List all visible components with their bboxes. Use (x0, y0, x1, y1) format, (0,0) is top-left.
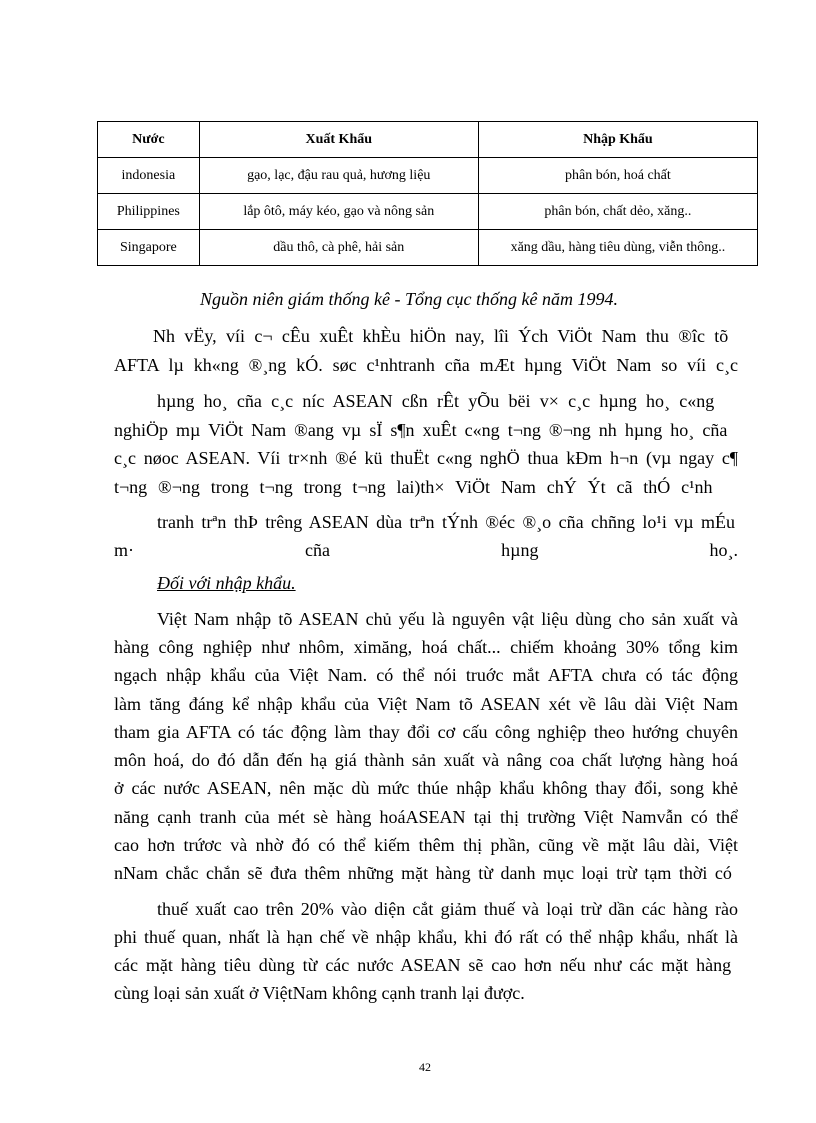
paragraph-line: phi thuế quan, nhất là hạn chế về nhập khẩu, khi đó rất có thể nhập khẩu, nhất là (114, 927, 738, 947)
word: ho¸. (709, 540, 738, 560)
paragraph-line: thuế xuất cao trên 20% vào diện cắt giảm thuế và loại trừ dần các hàng rào (157, 899, 738, 919)
paragraph-line: làm tăng đáng kể nhập khẩu của Việt Nam tõ ASEAN xét về lâu dài Việt Nam (114, 694, 738, 714)
source-note: Nguồn niên giám thống kê - Tổng cục thống kê năm 1994. (200, 289, 618, 309)
table-header-cell: Xuất Khẩu (199, 122, 478, 158)
paragraph-line: Việt Nam nhập tõ ASEAN chủ yếu là nguyên vật liệu dùng cho sản xuất và (157, 609, 738, 629)
page-number: 42 (419, 1060, 431, 1074)
table-cell: Philippines (98, 194, 200, 230)
paragraph-line: tham gia AFTA có tác động làm thay đổi cơ cấu công nghiệp theo hướng chuyên (114, 722, 738, 742)
paragraph-line: cao hơn trứơc và nhờ đó có thể kiếm thêm thị phần, cũng về mặt lâu dài, Việt (114, 835, 738, 855)
paragraph-line: Nh vËy, víi c¬ cÊu xuÊt khÈu hiÖn nay, lîi Ých ViÖt Nam thu ®îc tõ (153, 326, 729, 346)
table-cell: xăng dầu, hàng tiêu dùng, viễn thông.. (478, 230, 757, 266)
paragraph-line: hàng công nghiệp như nhôm, ximăng, hoá chất... chiếm khoảng 30% tổng kim (114, 637, 738, 657)
section-heading: Đối với nhập khẩu. (157, 573, 296, 593)
paragraph-last-line (114, 540, 738, 561)
paragraph-line: các mặt hàng tiêu dùng từ các nước ASEAN sẽ cao hơn nếu như các mặt hàng (114, 955, 732, 975)
table-cell: lắp ôtô, máy kéo, gạo và nông sản (199, 194, 478, 230)
table-cell: phân bón, chất dẻo, xăng.. (478, 194, 757, 230)
table-row (98, 230, 758, 266)
paragraph-line: hµng ho¸ cña c¸c níc ASEAN cßn rÊt yÕu bëi v× c¸c hµng ho¸ c«ng (157, 391, 715, 411)
trade-table (97, 121, 758, 266)
paragraph-line: môn hoá, do đó dẫn đến hạ giá thành sản xuất và nâng coa chất lượng hàng hoá (114, 750, 738, 770)
word: m· (114, 540, 134, 560)
table-cell: dầu thô, cà phê, hải sản (199, 230, 478, 266)
table-header-cell: Nhập Khẩu (478, 122, 757, 158)
paragraph-line: nNam chắc chắn sẽ đưa thêm những mặt hàng từ danh mục loại trừ tạm thời có (114, 863, 732, 883)
paragraph-line: ngạch nhập khẩu của Việt Nam. có thể nói truớc mắt AFTA chưa có tác động (114, 665, 738, 685)
table-row (98, 194, 758, 230)
table-cell: gạo, lạc, đậu rau quả, hương liệu (199, 158, 478, 194)
table-header-cell: Nước (98, 122, 200, 158)
paragraph-line: c¸c nøoc ASEAN. Víi tr×nh ®é kü thuËt c«ng nghÖ thua kÐm h¬n (vµ ngay c¶ (114, 448, 738, 468)
table-cell: phân bón, hoá chất (478, 158, 757, 194)
table-row (98, 158, 758, 194)
table-cell: indonesia (98, 158, 200, 194)
table-header-row (98, 122, 758, 158)
paragraph-line: năng cạnh tranh của mét sè hàng hoáASEAN tại thị trường Việt Namvẫn có thể (114, 807, 738, 827)
paragraph-line: t¬ng ®¬ng trong t¬ng trong t¬ng lai)th× ViÖt Nam chÝ Ýt cã thÓ c¹nh (114, 477, 713, 497)
paragraph-line: ở các nước ASEAN, nên mặc dù mức thúe nhập khẩu không thay đổi, song khẻ (114, 778, 738, 798)
word: hµng (501, 540, 539, 560)
table-cell: Singapore (98, 230, 200, 266)
paragraph-line: nghiÖp mµ ViÖt Nam ®ang vµ sÏ s¶n xuÊt c«ng t¬ng ®¬ng nh hµng ho¸ cña (114, 420, 728, 440)
paragraph-line: tranh trªn thÞ trêng ASEAN dùa trªn tÝnh ®éc ®¸o cña chñng lo¹i vµ mÉu (157, 512, 736, 532)
paragraph-line: AFTA lµ kh«ng ®¸ng kÓ. søc c¹nhtranh cña mÆt hµng ViÖt Nam so víi c¸c (114, 355, 738, 375)
paragraph-line: cùng loại sản xuất ở ViệtNam không cạnh tranh lại được. (114, 983, 525, 1003)
word: cña (305, 540, 331, 560)
